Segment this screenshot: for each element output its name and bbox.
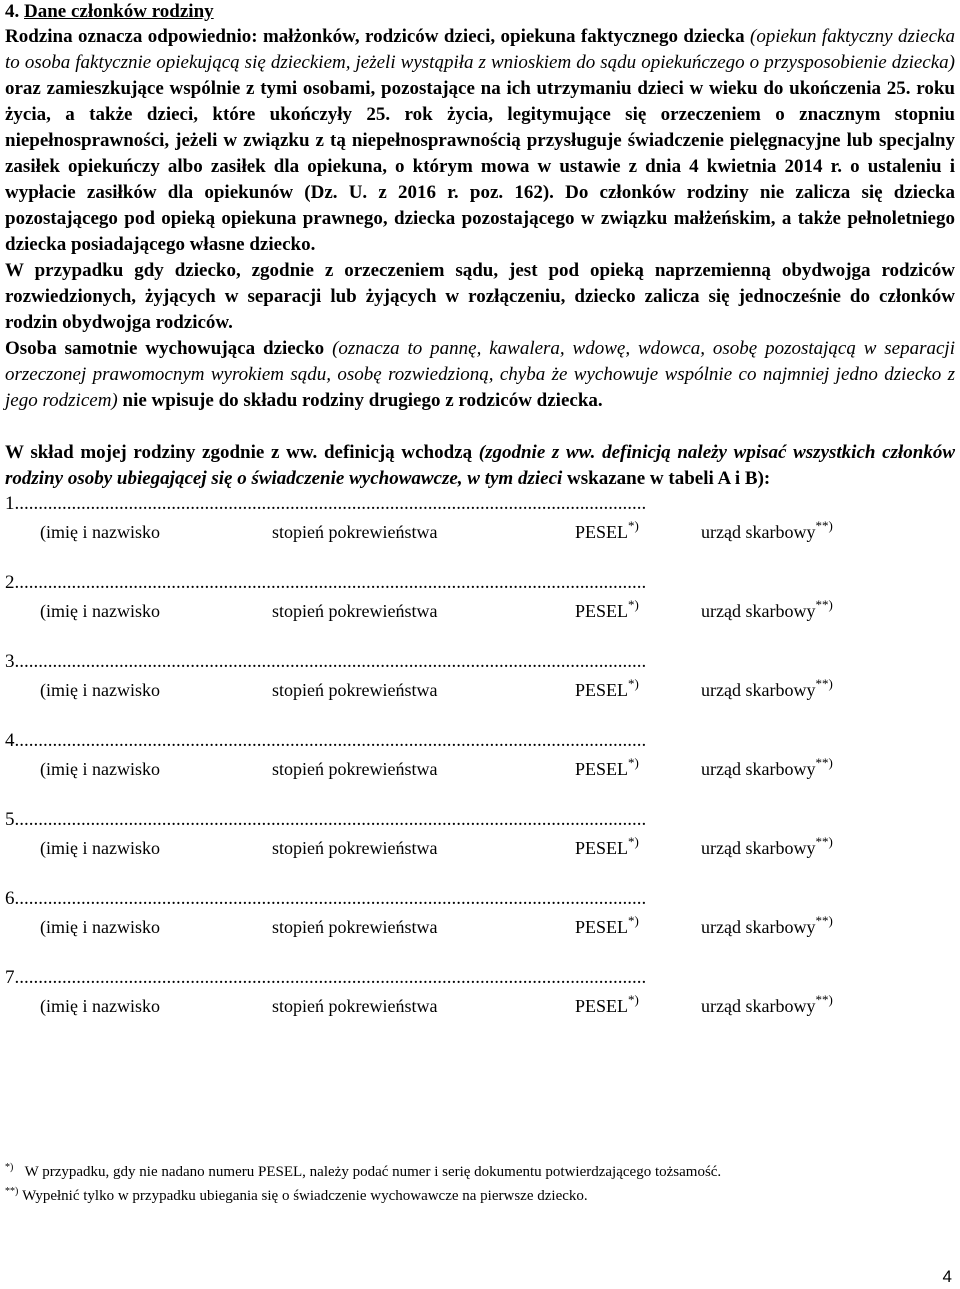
label-name: (imię i nazwisko	[40, 838, 160, 858]
label-tax-office: urząd skarbowy**)	[701, 913, 833, 937]
alternating-custody-paragraph: W przypadku gdy dziecko, zgodnie z orzeczeniem sądu, jest pod opieką naprzemienną obydwojga rodziców rozwiedzionych, żyjących w separacji lub żyjących w rozłączeniu, dziecko zalicza się jednocześnie do członków rodzin obydwojga rodziców.	[5, 260, 955, 333]
family-member-entry	[5, 571, 955, 650]
label-pesel: PESEL*)	[575, 518, 639, 542]
document-page	[5, 0, 955, 1045]
pesel-footnote-mark: *)	[628, 518, 639, 533]
label-name: (imię i nazwisko	[40, 601, 160, 621]
label-pesel: PESEL*)	[575, 992, 639, 1016]
pesel-footnote-mark: *)	[628, 597, 639, 612]
label-name: (imię i nazwisko	[40, 680, 160, 700]
family-member-entry	[5, 966, 955, 1045]
composition-instruction: (zgodnie z ww. definicją należy wpisać wszystkich członków rodziny osoby ubiegającej się o świadczenie wychowawcze, w tym dzieci	[5, 442, 955, 489]
member-entry-line[interactable]: 5.....................................................................................................................................	[5, 809, 647, 830]
family-member-entry	[5, 650, 955, 729]
member-entry-line[interactable]: 4.....................................................................................................................................	[5, 730, 647, 751]
member-entry-line[interactable]: 6.....................................................................................................................................	[5, 888, 647, 909]
definition-body: oraz zamieszkujące wspólnie z tymi osobami, pozostające na ich utrzymaniu dzieci w wieku do ukończenia 25. roku życia, a także dzieci, które ukończyły 25. rok życia, legitymujące się orzeczeniem o znacznym stopniu niepełnosprawności, jeżeli w związku z tą niepełnosprawnością przysługuje świadczenie pielęgnacyjne lub specjalny zasiłek opiekuńczy albo zasiłek dla opiekuna, o którym mowa w ustawie z dnia 4 kwietnia 2014 r. o ustaleniu i wypłacie zasiłków dla opiekunów (Dz. U. z 2016 r. poz. 162). Do członków rodziny nie zalicza się dziecka pozostającego pod opieką opiekuna prawnego, dziecka pozostającego w związku małżeńskim, a także pełnoletniego dziecka posiadającego własne dziecko.	[5, 78, 955, 255]
single-parent-paragraph	[5, 336, 955, 414]
label-tax-office: urząd skarbowy**)	[701, 992, 833, 1016]
pesel-footnote-mark: *)	[628, 755, 639, 770]
label-relation: stopień pokrewieństwa	[272, 680, 438, 700]
label-pesel: PESEL*)	[575, 913, 639, 937]
label-tax-office: urząd skarbowy**)	[701, 676, 833, 700]
label-pesel: PESEL*)	[575, 597, 639, 621]
pesel-footnote-mark: *)	[628, 913, 639, 928]
section-title: Dane członków rodziny	[24, 1, 214, 22]
label-tax-office: urząd skarbowy**)	[701, 834, 833, 858]
label-pesel: PESEL*)	[575, 676, 639, 700]
composition-tail: wskazane w tabeli A i B):	[562, 468, 771, 489]
tax-office-footnote-mark: **)	[815, 834, 833, 849]
tax-office-footnote-mark: **)	[815, 676, 833, 691]
page-number: 4	[942, 1267, 952, 1286]
label-relation: stopień pokrewieństwa	[272, 759, 438, 779]
family-member-entry	[5, 729, 955, 808]
tax-office-footnote-mark: **)	[815, 755, 833, 770]
family-member-entry	[5, 887, 955, 966]
footnotes	[5, 1160, 955, 1208]
tax-office-footnote-mark: **)	[815, 518, 833, 533]
label-tax-office: urząd skarbowy**)	[701, 755, 833, 779]
section-heading	[5, 0, 955, 24]
tax-office-footnote-mark: **)	[815, 597, 833, 612]
label-name: (imię i nazwisko	[40, 917, 160, 937]
label-pesel: PESEL*)	[575, 834, 639, 858]
family-members-list	[5, 492, 955, 1045]
footnote-mark: **)	[5, 1186, 19, 1197]
single-parent-term: Osoba samotnie wychowująca dziecko	[5, 338, 325, 359]
footnote-text: Wypełnić tylko w przypadku ubiegania się o świadczenie wychowawcze na pierwsze dziecko.	[22, 1188, 588, 1204]
label-relation: stopień pokrewieństwa	[272, 601, 438, 621]
definition-intro: Rodzina oznacza odpowiednio: małżonków, rodziców dzieci, opiekuna faktycznego dziecka	[5, 26, 751, 47]
section-number: 4.	[5, 1, 20, 22]
family-definition-paragraph	[5, 24, 955, 258]
single-parent-rule: nie wpisuje do składu rodziny drugiego z rodziców dziecka.	[122, 390, 603, 411]
member-entry-line[interactable]: 1.....................................................................................................................................	[5, 493, 647, 514]
composition-intro: W skład mojej rodziny zgodnie z ww. definicją wchodzą	[5, 442, 479, 463]
label-tax-office: urząd skarbowy**)	[701, 518, 833, 542]
family-member-entry	[5, 492, 955, 571]
label-relation: stopień pokrewieństwa	[272, 996, 438, 1016]
footnote-pesel	[5, 1160, 955, 1184]
definition-guardian-note: (opiekun faktyczny dziecka to osoba faktycznie opiekującą się dzieckiem, jeżeli wystąpiła z wnioskiem do sądu opiekuńczego o przysposobienie dziecka)	[5, 26, 955, 73]
label-name: (imię i nazwisko	[40, 996, 160, 1016]
member-entry-line[interactable]: 3.....................................................................................................................................	[5, 651, 647, 672]
label-relation: stopień pokrewieństwa	[272, 917, 438, 937]
family-member-entry	[5, 808, 955, 887]
footnote-tax-office	[5, 1184, 955, 1208]
tax-office-footnote-mark: **)	[815, 913, 833, 928]
member-entry-line[interactable]: 2.....................................................................................................................................	[5, 572, 647, 593]
pesel-footnote-mark: *)	[628, 992, 639, 1007]
footnote-mark: *)	[5, 1162, 14, 1173]
single-parent-definition: (oznacza to pannę, kawalera, wdowę, wdowca, osobę pozostającą w separacji orzeczonej prawomocnym wyrokiem sądu, osobę rozwiedzioną, chyba że wychowuje wspólnie co najmniej jedno dziecko z jego rodzicem)	[5, 338, 955, 411]
label-tax-office: urząd skarbowy**)	[701, 597, 833, 621]
label-pesel: PESEL*)	[575, 755, 639, 779]
footnote-text: W przypadku, gdy nie nadano numeru PESEL, należy podać numer i serię dokumentu potwierdzającego tożsamość.	[24, 1164, 722, 1180]
label-relation: stopień pokrewieństwa	[272, 838, 438, 858]
tax-office-footnote-mark: **)	[815, 992, 833, 1007]
member-entry-line[interactable]: 7.....................................................................................................................................	[5, 967, 647, 988]
family-composition-paragraph	[5, 440, 955, 492]
label-name: (imię i nazwisko	[40, 759, 160, 779]
pesel-footnote-mark: *)	[628, 834, 639, 849]
label-relation: stopień pokrewieństwa	[272, 522, 438, 542]
label-name: (imię i nazwisko	[40, 522, 160, 542]
pesel-footnote-mark: *)	[628, 676, 639, 691]
spacer	[5, 414, 955, 440]
